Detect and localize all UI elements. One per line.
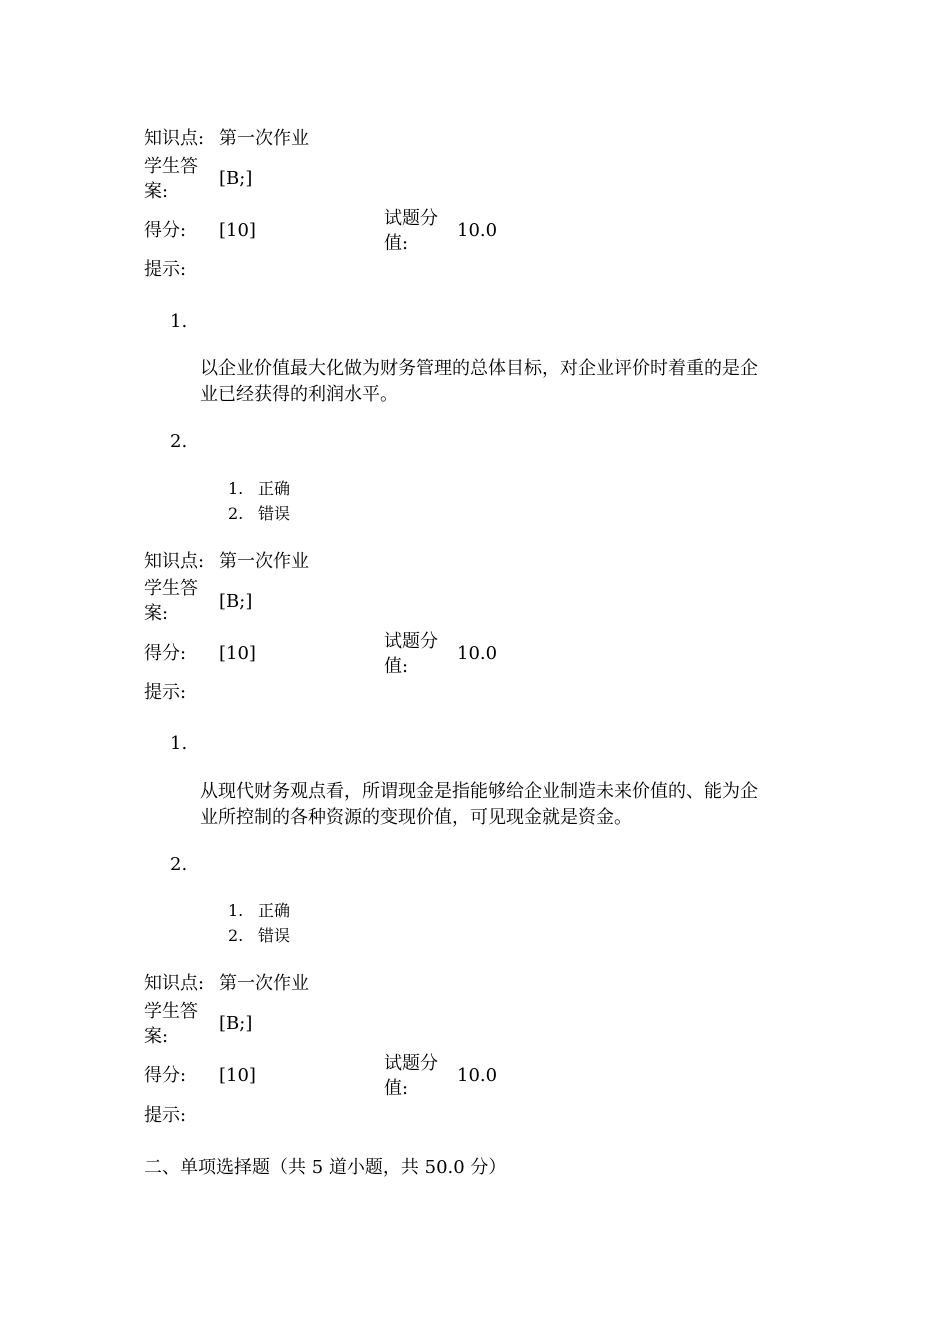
option-true[interactable]: 正确	[258, 479, 291, 498]
answer-label-line2: 案:	[144, 603, 169, 624]
knowledge-label: 知识点:	[144, 128, 205, 149]
question-number: 1.	[170, 311, 188, 332]
knowledge-value: 第一次作业	[219, 551, 309, 572]
option-true[interactable]: 正确	[258, 901, 291, 920]
section-heading: 二、单项选择题（共 5 道小题，共 50.0 分）	[144, 1157, 507, 1178]
knowledge-label: 知识点:	[144, 973, 205, 994]
score-value: [10]	[219, 643, 256, 664]
question-text-line1: 从现代财务观点看，所谓现金是指能够给企业制造未来价值的、能为企	[200, 781, 758, 802]
knowledge-label: 知识点:	[144, 551, 205, 572]
score-label: 得分:	[144, 643, 187, 664]
question-text-line2: 业已经获得的利润水平。	[200, 384, 398, 405]
answer-value: [B;]	[219, 591, 253, 612]
points-value: 10.0	[457, 220, 498, 241]
question-text-line2: 业所控制的各种资源的变现价值，可见现金就是资金。	[200, 807, 632, 828]
option-false[interactable]: 错误	[258, 504, 291, 523]
score-value: [10]	[219, 220, 256, 241]
points-label-line1: 试题分	[384, 208, 438, 229]
option-number: 1.	[228, 901, 244, 920]
points-value: 10.0	[457, 1065, 498, 1086]
score-value: [10]	[219, 1065, 256, 1086]
options-number: 2.	[170, 431, 188, 452]
answer-label-line1: 学生答	[144, 578, 198, 599]
points-label-line2: 值:	[384, 233, 409, 254]
score-label: 得分:	[144, 220, 187, 241]
score-label: 得分:	[144, 1065, 187, 1086]
question-number: 1.	[170, 733, 188, 754]
answer-value: [B;]	[219, 1013, 253, 1034]
answer-label-line1: 学生答	[144, 156, 198, 177]
option-number: 2.	[228, 504, 244, 523]
options-number: 2.	[170, 854, 188, 875]
option-false[interactable]: 错误	[258, 926, 291, 945]
answer-label-line2: 案:	[144, 181, 169, 202]
answer-value: [B;]	[219, 168, 253, 189]
hint-label: 提示:	[144, 1105, 187, 1126]
answer-label-line1: 学生答	[144, 1001, 198, 1022]
answer-label-line2: 案:	[144, 1026, 169, 1047]
hint-label: 提示:	[144, 682, 187, 703]
points-value: 10.0	[457, 643, 498, 664]
points-label-line1: 试题分	[384, 631, 438, 652]
points-label-line1: 试题分	[384, 1053, 438, 1074]
points-label-line2: 值:	[384, 656, 409, 677]
option-number: 2.	[228, 926, 244, 945]
points-label-line2: 值:	[384, 1078, 409, 1099]
question-text-line1: 以企业价值最大化做为财务管理的总体目标，对企业评价时着重的是企	[200, 358, 758, 379]
option-number: 1.	[228, 479, 244, 498]
hint-label: 提示:	[144, 259, 187, 280]
knowledge-value: 第一次作业	[219, 128, 309, 149]
knowledge-value: 第一次作业	[219, 973, 309, 994]
